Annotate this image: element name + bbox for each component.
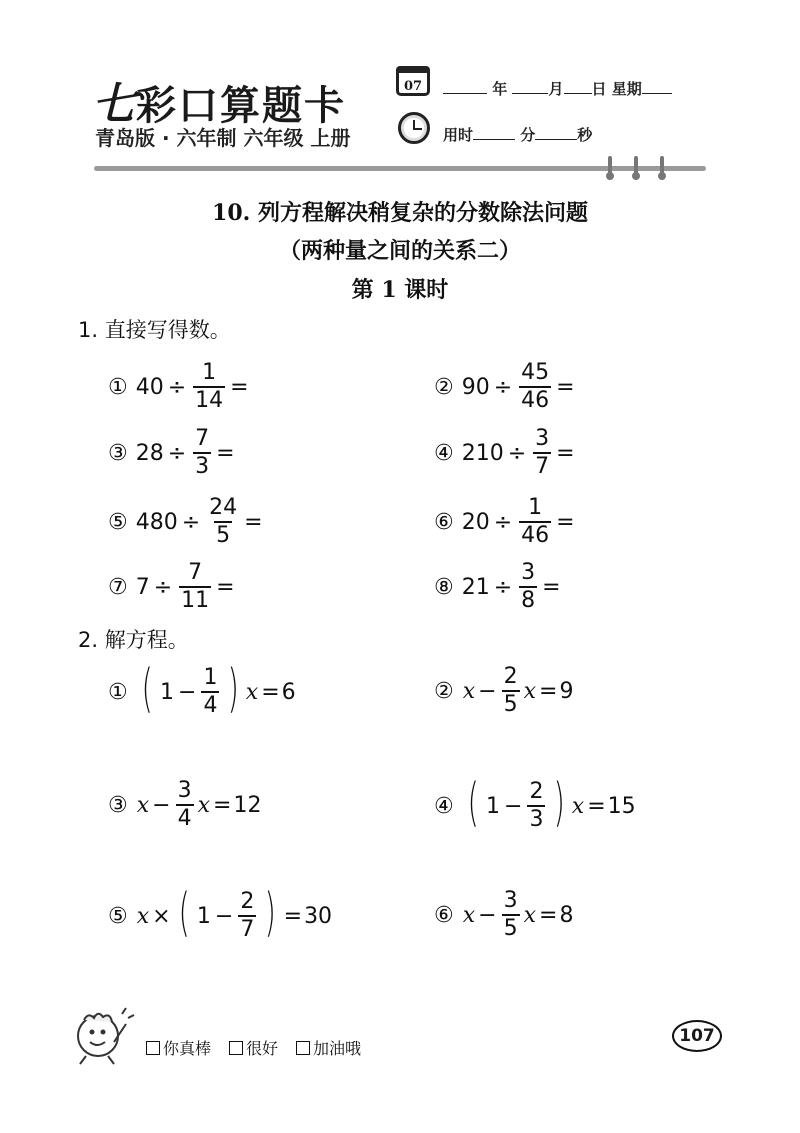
problem-number: ⑧ xyxy=(434,574,454,600)
variable-x: x xyxy=(197,792,211,818)
variable-x: x xyxy=(245,679,259,705)
times-sign: × xyxy=(152,903,171,929)
minus-sign: − xyxy=(214,903,234,929)
equals-sign: = xyxy=(244,509,263,535)
problem-number: ② xyxy=(434,374,454,400)
equals-sign: = xyxy=(556,509,575,535)
fraction xyxy=(179,562,211,612)
equals-sign: = xyxy=(542,574,561,600)
divide-sign: ÷ xyxy=(153,574,173,600)
checkbox-icon[interactable] xyxy=(296,1041,310,1055)
divide-sign: ÷ xyxy=(493,574,513,600)
header-divider xyxy=(94,166,706,171)
equation-rhs: 15 xyxy=(607,793,636,819)
fraction xyxy=(519,362,551,412)
variable-x: x xyxy=(523,678,537,704)
date-line xyxy=(443,78,672,99)
month-label: 月 xyxy=(548,80,564,98)
page-number: 107 xyxy=(672,1020,722,1052)
equation-rhs: 8 xyxy=(559,902,574,928)
equals-sign: = xyxy=(261,679,280,705)
edition-label: 青岛版 · 六年制 六年级 上册 xyxy=(95,126,351,150)
problem-number: ⑤ xyxy=(108,903,128,929)
direct-calc-problem xyxy=(108,497,353,547)
paren-right: ) xyxy=(554,773,566,833)
problem-number: ② xyxy=(434,678,454,704)
paren-right: ) xyxy=(228,659,240,719)
numerator: 7 xyxy=(188,560,203,585)
minus-sign: − xyxy=(478,678,497,704)
fraction xyxy=(193,428,211,478)
answer-space[interactable] xyxy=(235,442,325,464)
minus-sign: − xyxy=(178,679,197,705)
denominator: 46 xyxy=(521,523,550,548)
weekday-blank[interactable] xyxy=(642,79,672,94)
year-blank[interactable] xyxy=(443,79,487,94)
brand-rest: 彩口算题卡 xyxy=(136,82,346,129)
fraction xyxy=(519,562,537,612)
numerator: 1 xyxy=(528,495,543,520)
one: 1 xyxy=(486,793,501,819)
problem-number: ⑥ xyxy=(434,902,454,928)
minus-sign: − xyxy=(478,902,497,928)
dividend: 210 xyxy=(461,440,504,466)
equals-sign: = xyxy=(230,374,249,400)
binder-ring-icon xyxy=(632,156,640,180)
denominator: 3 xyxy=(529,807,544,832)
paren-left: ( xyxy=(178,883,190,943)
answer-space[interactable] xyxy=(575,442,665,464)
paren-right: ) xyxy=(264,883,277,943)
fraction xyxy=(201,667,219,717)
year-label: 年 xyxy=(492,80,508,98)
checkbox-icon[interactable] xyxy=(146,1041,160,1055)
answer-space[interactable] xyxy=(263,511,353,533)
fraction xyxy=(176,780,194,830)
numerator: 3 xyxy=(535,426,550,451)
denominator: 7 xyxy=(240,917,255,942)
divide-sign: ÷ xyxy=(167,374,187,400)
equation-rhs: 12 xyxy=(233,792,262,818)
numerator: 45 xyxy=(521,360,550,385)
clock-icon xyxy=(398,112,430,144)
fraction xyxy=(533,428,551,478)
direct-calc-problem xyxy=(108,428,325,478)
denominator: 46 xyxy=(521,388,550,413)
direct-calc-problem xyxy=(434,562,651,612)
dividend: 7 xyxy=(135,574,150,600)
one: 1 xyxy=(196,903,211,929)
answer-space[interactable] xyxy=(249,376,339,398)
variable-x: x xyxy=(523,902,537,928)
day-blank[interactable] xyxy=(564,79,592,94)
lesson-title: 10. 列方程解决稍复杂的分数除法问题 xyxy=(212,200,588,226)
answer-space[interactable] xyxy=(561,576,651,598)
minus-sign: − xyxy=(152,792,171,818)
dividend: 28 xyxy=(135,440,164,466)
rating-label: 加油哦 xyxy=(313,1039,362,1058)
numerator: 24 xyxy=(209,495,238,520)
equals-sign: = xyxy=(283,903,303,929)
minute-label: 分 xyxy=(520,126,536,144)
weekday-label: 星期 xyxy=(611,80,642,98)
problem-number: ⑥ xyxy=(434,509,454,535)
equals-sign: = xyxy=(213,792,232,818)
problem-number: ① xyxy=(108,679,128,705)
problem-number: ④ xyxy=(434,440,454,466)
problem-number: ① xyxy=(108,374,128,400)
rating-keep-going[interactable] xyxy=(296,1036,361,1059)
equation-rhs: 6 xyxy=(281,679,296,705)
fraction xyxy=(527,781,545,831)
denominator: 5 xyxy=(503,916,518,941)
time-label: 用时 xyxy=(443,126,474,144)
equals-sign: = xyxy=(539,902,558,928)
answer-space[interactable] xyxy=(575,511,665,533)
answer-space[interactable] xyxy=(235,576,325,598)
paren-left: ( xyxy=(467,773,479,833)
dividend: 40 xyxy=(135,374,164,400)
equation-rhs: 30 xyxy=(304,903,333,929)
binder-ring-icon xyxy=(606,156,614,180)
equation-problem xyxy=(108,659,296,719)
denominator: 4 xyxy=(203,693,218,718)
fraction xyxy=(502,666,520,716)
rating-options xyxy=(146,1036,361,1059)
direct-calc-problem xyxy=(434,428,665,478)
denominator: 3 xyxy=(195,454,210,479)
variable-x: x xyxy=(136,903,150,929)
divide-sign: ÷ xyxy=(181,509,201,535)
fraction xyxy=(238,891,256,941)
variable-x: x xyxy=(462,902,476,928)
fraction xyxy=(193,362,225,412)
numerator: 2 xyxy=(529,779,544,804)
lesson-subtitle: （两种量之间的关系二） xyxy=(278,238,521,264)
variable-x: x xyxy=(136,792,150,818)
variable-x: x xyxy=(462,678,476,704)
numerator: 1 xyxy=(203,665,218,690)
fraction xyxy=(502,890,520,940)
brand-first-char: 七 xyxy=(92,79,136,130)
mascot-icon xyxy=(70,1002,136,1068)
day-label: 日 xyxy=(591,80,607,98)
second-label: 秒 xyxy=(577,126,593,144)
fraction xyxy=(207,497,239,547)
numerator: 3 xyxy=(177,778,192,803)
divide-sign: ÷ xyxy=(507,440,527,466)
equals-sign: = xyxy=(556,440,575,466)
denominator: 11 xyxy=(181,588,210,613)
numerator: 3 xyxy=(503,888,518,913)
equals-sign: = xyxy=(556,374,575,400)
equation-problem xyxy=(434,666,573,716)
equals-sign: = xyxy=(216,440,235,466)
problem-number: ⑦ xyxy=(108,574,128,600)
problem-number: ⑤ xyxy=(108,509,128,535)
divide-sign: ÷ xyxy=(493,374,513,400)
direct-calc-problem xyxy=(434,362,665,412)
time-line xyxy=(443,124,592,145)
dividend: 21 xyxy=(461,574,490,600)
variable-x: x xyxy=(571,793,585,819)
equals-sign: = xyxy=(216,574,235,600)
dividend: 90 xyxy=(461,374,490,400)
dividend: 480 xyxy=(135,509,178,535)
second-blank[interactable] xyxy=(535,125,577,140)
direct-calc-problem xyxy=(108,362,339,412)
equation-problem xyxy=(434,890,573,940)
rating-good[interactable] xyxy=(229,1036,278,1059)
denominator: 4 xyxy=(177,806,192,831)
numerator: 2 xyxy=(503,664,518,689)
equation-rhs: 9 xyxy=(559,678,574,704)
numerator: 1 xyxy=(202,360,217,385)
denominator: 7 xyxy=(535,454,550,479)
denominator: 5 xyxy=(216,523,231,548)
problem-number: ④ xyxy=(434,793,454,819)
divide-sign: ÷ xyxy=(493,509,513,535)
direct-calc-problem xyxy=(108,562,325,612)
rating-label: 你真棒 xyxy=(163,1039,212,1058)
equation-problem xyxy=(434,773,636,833)
calendar-icon xyxy=(396,66,430,96)
denominator: 14 xyxy=(195,388,224,413)
calendar-day: 07 xyxy=(403,79,423,94)
one: 1 xyxy=(160,679,175,705)
answer-space[interactable] xyxy=(575,376,665,398)
denominator: 5 xyxy=(503,692,518,717)
denominator: 8 xyxy=(521,588,536,613)
equation-problem xyxy=(108,883,333,943)
fraction xyxy=(519,497,551,547)
dividend: 20 xyxy=(461,509,490,535)
binder-ring-icon xyxy=(658,156,666,180)
minus-sign: − xyxy=(504,793,523,819)
equals-sign: = xyxy=(539,678,558,704)
minute-blank[interactable] xyxy=(473,125,515,140)
section-2-heading: 2. 解方程。 xyxy=(78,628,189,652)
direct-calc-problem xyxy=(434,497,665,547)
equals-sign: = xyxy=(587,793,606,819)
numerator: 3 xyxy=(521,560,536,585)
paren-left: ( xyxy=(141,659,153,719)
numerator: 2 xyxy=(240,889,255,914)
numerator: 7 xyxy=(195,426,210,451)
problem-number: ③ xyxy=(108,792,128,818)
divide-sign: ÷ xyxy=(167,440,187,466)
checkbox-icon[interactable] xyxy=(229,1041,243,1055)
rating-label: 很好 xyxy=(246,1039,279,1058)
problem-number: ③ xyxy=(108,440,128,466)
section-1-heading: 1. 直接写得数。 xyxy=(78,318,231,342)
equation-problem xyxy=(108,780,261,830)
rating-excellent[interactable] xyxy=(146,1036,211,1059)
month-blank[interactable] xyxy=(512,79,548,94)
lesson-period: 第 1 课时 xyxy=(351,277,449,303)
